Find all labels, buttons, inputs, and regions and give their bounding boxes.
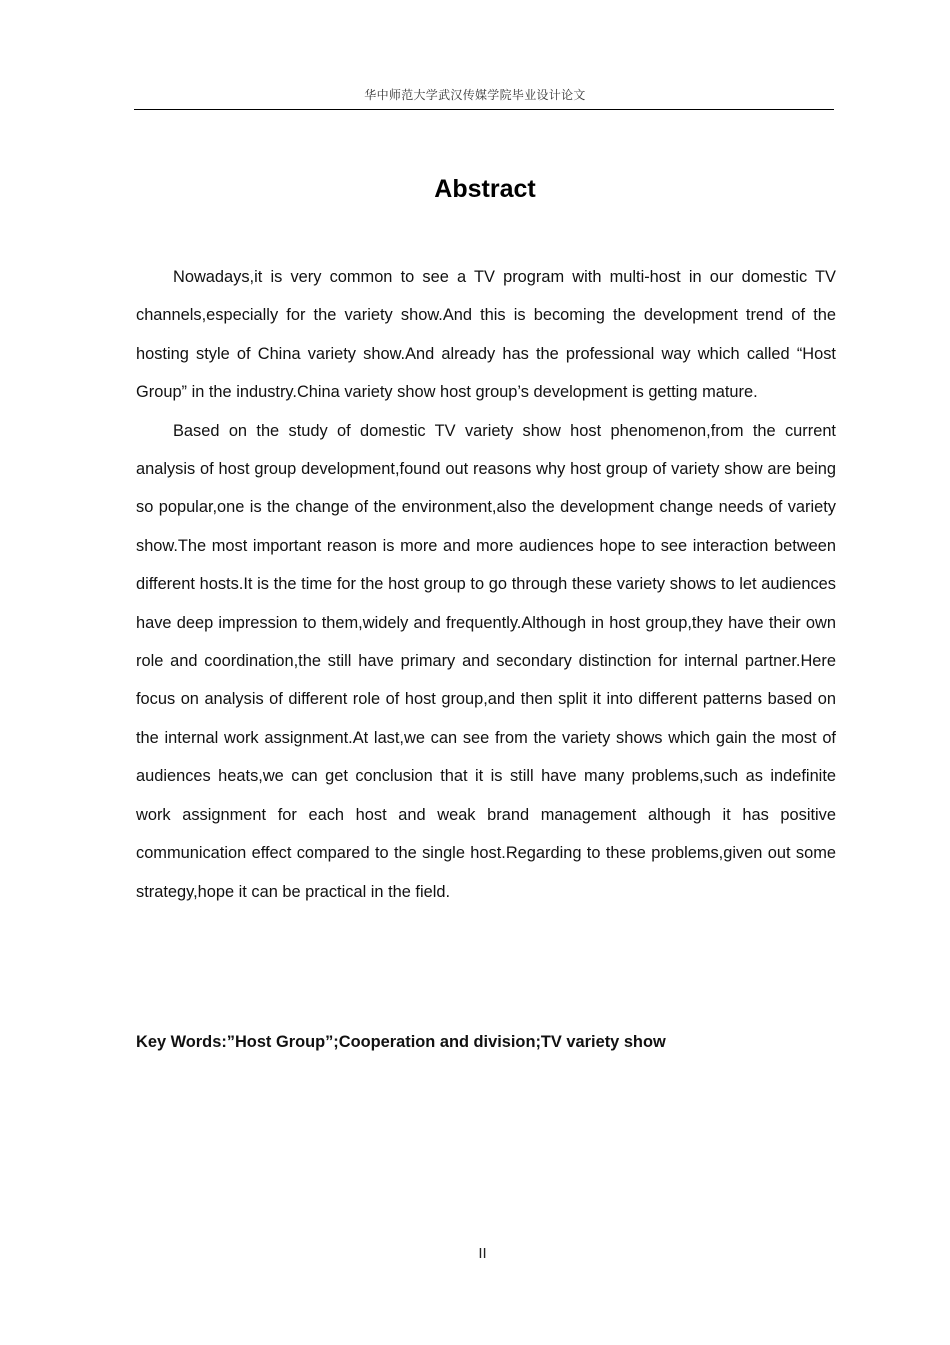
running-header: 华中师范大学武汉传媒学院毕业设计论文: [364, 88, 586, 102]
abstract-paragraph-2: Based on the study of domestic TV variety show host phenomenon,from the current analysis of host group development,found out reasons why host group of variety show are being so popular,one is the change of the environment,also the development change needs of variety show.The most important reason is more and more audiences hope to see interaction between different hosts.It is the time for the host group to go through these variety shows to let audiences have deep impression to them,widely and frequently.Although in host group,they have their own role and coordination,the still have primary and secondary distinction for internal partner.Here focus on analysis of different role of host group,and then split it into different patterns based on the internal work assignment.At last,we can see from the variety shows which gain the most of audiences heats,we can get conclusion that it is still have many problems,such as indefinite work assignment for each host and weak brand management although it has positive communication effect compared to the single host.Regarding to these problems,given out some strategy,hope it can be practical in the field.: [136, 421, 836, 901]
header-divider: [134, 109, 834, 110]
page-number: II: [478, 1245, 487, 1262]
page-title: Abstract: [434, 175, 536, 203]
keywords-line: Key Words:”Host Group”;Cooperation and division;TV variety show: [136, 1033, 666, 1051]
abstract-body: [136, 258, 836, 911]
abstract-paragraph-1: Nowadays,it is very common to see a TV program with multi-host in our domestic TV channels,especially for the variety show.And this is becoming the development trend of the hosting style of China variety show.And already has the professional way which called “Host Group” in the industry.China variety show host group’s development is getting mature.: [136, 268, 836, 402]
